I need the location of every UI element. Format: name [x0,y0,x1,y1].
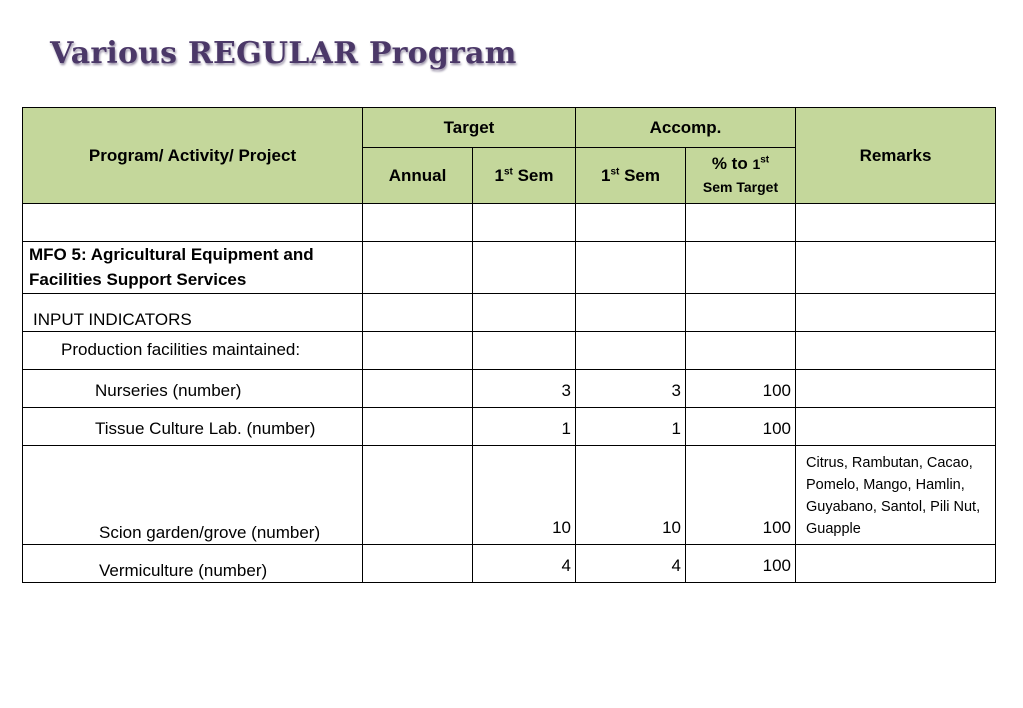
percent-column-header [686,148,796,204]
percent-cell [686,242,796,294]
annual-cell [363,370,473,408]
activity-cell: MFO 5: Agricultural Equipment and Facilities Support Services [23,242,363,294]
percent-cell: 100 [686,408,796,446]
remarks-cell [796,204,996,242]
accomp-group-header: Accomp. [576,108,796,148]
annual-column-header: Annual [363,148,473,204]
target-sem-cell [473,294,576,332]
annual-cell [363,545,473,583]
activity-cell: Nurseries (number) [23,370,363,408]
accomp-sem-cell: 1 [576,408,686,446]
annual-cell [363,332,473,370]
table-row [23,332,996,370]
annual-cell [363,294,473,332]
accomp-sem-cell: 10 [576,446,686,545]
accomp-sem-cell [576,294,686,332]
activity-cell: Tissue Culture Lab. (number) [23,408,363,446]
program-column-header: Program/ Activity/ Project [23,108,363,204]
activity-cell: Scion garden/grove (number) [23,446,363,545]
activity-cell: INPUT INDICATORS [23,294,363,332]
remarks-cell [796,408,996,446]
target-sem-cell [473,204,576,242]
accomp-sem-cell: 3 [576,370,686,408]
sem-number: 1 [494,165,504,185]
sem-number: 1 [600,165,611,185]
percent-cell [686,332,796,370]
table-row [23,545,996,583]
table-row [23,446,996,545]
sem-label: Sem [517,165,554,185]
percent-cell [686,294,796,332]
table-row [23,242,996,294]
table-row [23,294,996,332]
activity-cell [23,204,363,242]
activity-cell: Production facilities maintained: [23,332,363,370]
table-row [23,408,996,446]
annual-cell [363,408,473,446]
annual-cell [363,242,473,294]
percent-line2: Sem Target [702,178,779,195]
sem-label: Sem [624,165,661,185]
remarks-column-header: Remarks [796,108,996,204]
accomp-sem-cell: 4 [576,545,686,583]
sem-superscript: st [610,165,620,177]
percent-cell: 100 [686,370,796,408]
header-row-top [23,108,996,148]
target-sem-column-header [473,148,576,204]
target-sem-cell: 10 [473,446,576,545]
target-sem-cell: 4 [473,545,576,583]
table-row [23,370,996,408]
accomp-sem-cell [576,332,686,370]
target-sem-cell [473,242,576,294]
remarks-cell [796,332,996,370]
remarks-cell [796,545,996,583]
percent-cell [686,204,796,242]
accomp-sem-cell [576,204,686,242]
accomp-sem-column-header [576,148,686,204]
remarks-cell: Citrus, Rambutan, Cacao, Pomelo, Mango, Hamlin, Guyabano, Santol, Pili Nut, Guapple [796,446,996,545]
program-table [22,107,996,583]
remarks-cell [796,242,996,294]
remarks-cell [796,294,996,332]
target-sem-cell [473,332,576,370]
page-title: Various REGULAR Program [50,36,517,71]
table-row [23,204,996,242]
accomp-sem-cell [576,242,686,294]
annual-cell [363,446,473,545]
percent-cell: 100 [686,545,796,583]
percent-cell: 100 [686,446,796,545]
percent-number: 1 [752,155,761,172]
target-sem-cell: 3 [473,370,576,408]
sem-superscript: st [503,165,513,177]
activity-cell: Vermiculture (number) [23,545,363,583]
percent-superscript: st [760,153,770,165]
target-sem-cell: 1 [473,408,576,446]
remarks-cell [796,370,996,408]
target-group-header: Target [363,108,576,148]
annual-cell [363,204,473,242]
percent-line1: % to [711,153,753,173]
